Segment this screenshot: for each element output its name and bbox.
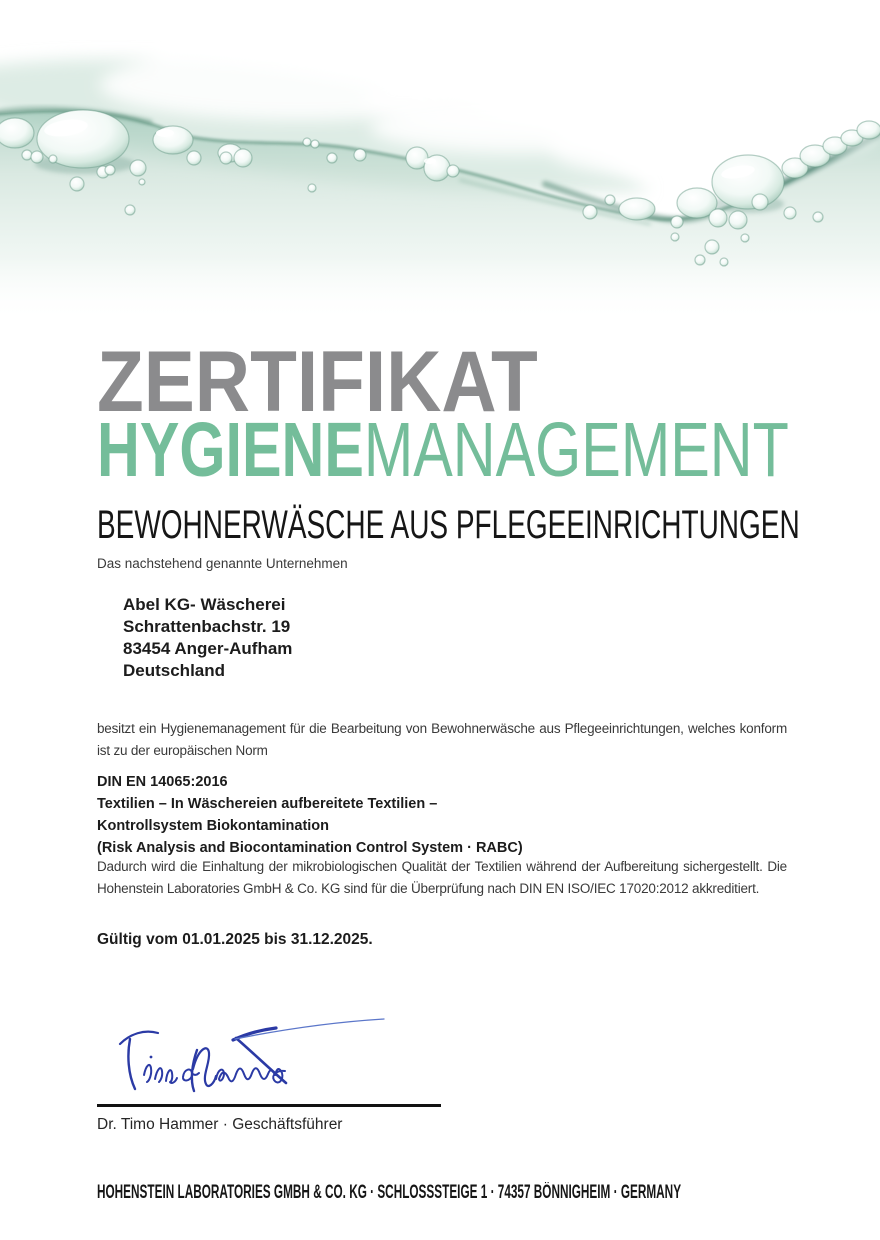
signature-rule bbox=[97, 1104, 441, 1107]
norm-title-de: Textilien – In Wäschereien aufbereitete Textilien – bbox=[97, 796, 438, 813]
certificate-subtitle: BEWOHNERWÄSCHE AUS PFLEGEEINRICHTUNGEN bbox=[97, 503, 800, 547]
norm-title-en: (Risk Analysis and Biocontamination Control System · RABC) bbox=[97, 840, 523, 857]
company-city: 83454 Anger-Aufham bbox=[123, 639, 293, 659]
norm-subtitle-de: Kontrollsystem Biokontamination bbox=[97, 818, 330, 835]
footer-company-line: HOHENSTEIN LABORATORIES GMBH & CO. KG · SCHLOSSSTEIGE 1 · 74357 BÖNNIGHEIM · GERMANY bbox=[97, 1182, 682, 1203]
norm-code: DIN EN 14065:2016 bbox=[97, 774, 228, 790]
signature-image bbox=[100, 1012, 400, 1110]
company-street: Schrattenbachstr. 19 bbox=[123, 617, 291, 637]
intro-text: Das nachstehend genannte Unternehmen bbox=[97, 556, 348, 571]
paragraph-conformity: besitzt ein Hygienemanagement für die Bearbeitung von Bewohnerwäsche aus Pflegeeinrichtungen, welches konform ist zu der europäischen Norm bbox=[97, 721, 787, 758]
paragraph-accreditation: Dadurch wird die Einhaltung der mikrobiologischen Qualität der Textilien während der Aufbereitung sichergestellt. Die Hohenstein Laboratories GmbH & Co. KG sind für die Überprüfung nach DIN EN ISO/IEC 17020:2012 akkreditiert. bbox=[97, 859, 787, 896]
company-country: Deutschland bbox=[123, 661, 226, 681]
validity-text: Gültig vom 01.01.2025 bis 31.12.2025. bbox=[97, 931, 373, 948]
page-title-line2 bbox=[97, 407, 880, 493]
company-name: Abel KG- Wäscherei bbox=[123, 595, 286, 614]
title-hygiene: HYGIENE bbox=[97, 407, 364, 493]
company-address-block bbox=[123, 594, 292, 682]
title-zertifikat: ZERTIFIKAT bbox=[97, 334, 538, 430]
norm-block bbox=[97, 771, 523, 859]
signer-name-title: Dr. Timo Hammer · Geschäftsführer bbox=[97, 1116, 343, 1133]
water-header-image bbox=[0, 0, 880, 320]
title-management: MANAGEMENT bbox=[363, 407, 789, 493]
